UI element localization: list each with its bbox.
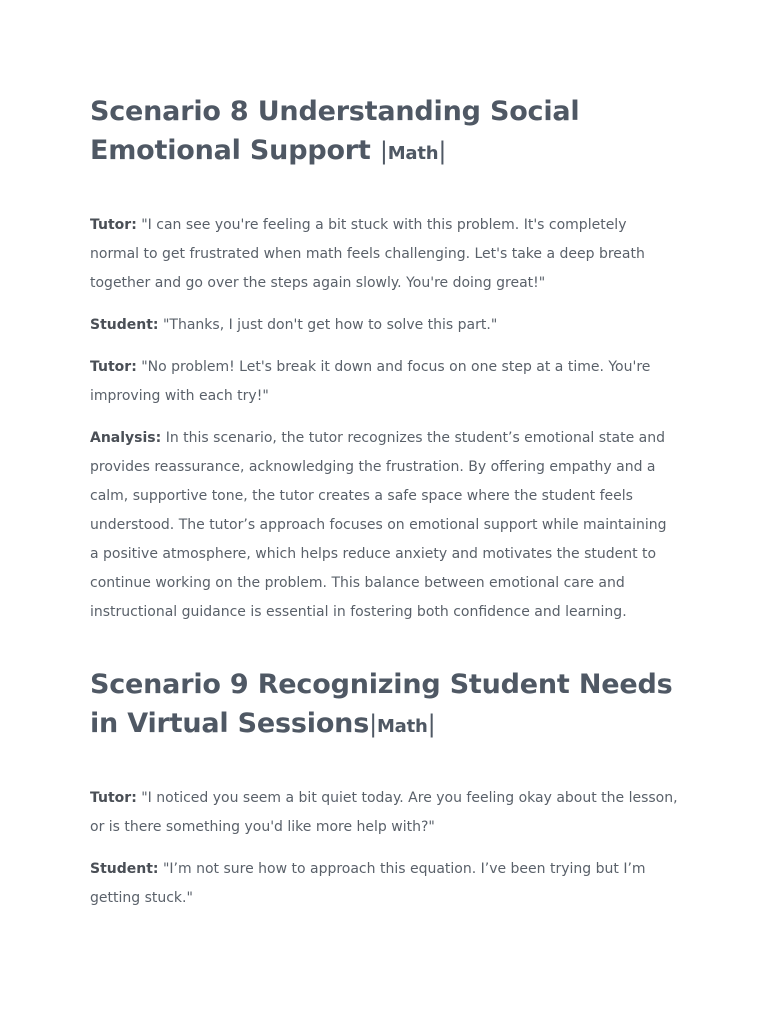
speaker-label: Tutor: bbox=[90, 359, 137, 375]
dialogue-line bbox=[90, 855, 678, 913]
dialogue-line bbox=[90, 784, 678, 842]
subject-tag: Math bbox=[376, 716, 428, 737]
analysis-text: In this scenario, the tutor recognizes the student’s emotional state and provides reassurance, acknowledging the frustration. By offering empathy and a calm, supportive tone, the tutor creates a safe space where the student feels understood. The tutor’s approach focuses on emotional support while maintaining a positive atmosphere, which helps reduce anxiety and motivates the student to continue working on the problem. This balance between emotional care and instructional guidance is essential in fostering both confidence and learning. bbox=[90, 430, 667, 620]
subject-bar-close: | bbox=[438, 137, 447, 165]
dialogue-text: "No problem! Let's break it down and focus on one step at a time. You're improving with each try!" bbox=[90, 359, 651, 404]
subject-bar-open: | bbox=[379, 137, 388, 165]
scenario-8-heading bbox=[90, 92, 678, 173]
dialogue-text: "I noticed you seem a bit quiet today. Are you feeling okay about the lesson, or is there something you'd like more help with?" bbox=[90, 790, 678, 835]
dialogue-text: "I’m not sure how to approach this equation. I’ve been trying but I’m getting stuck." bbox=[90, 861, 646, 906]
analysis-paragraph bbox=[90, 424, 678, 627]
speaker-label: Student: bbox=[90, 861, 159, 877]
scenario-9-title: Scenario 9 Recognizing Student Needs in Virtual Sessions bbox=[90, 669, 673, 739]
dialogue-line bbox=[90, 353, 678, 411]
subject-bar-open: | bbox=[369, 710, 377, 738]
dialogue-line bbox=[90, 311, 678, 340]
dialogue-text: "I can see you're feeling a bit stuck with this problem. It's completely normal to get frustrated when math feels challenging. Let's take a deep breath together and go over the steps again slowly. You're doing great!" bbox=[90, 217, 645, 291]
speaker-label: Tutor: bbox=[90, 790, 137, 806]
scenario-8-title: Scenario 8 Understanding Social Emotional Support bbox=[90, 96, 580, 166]
analysis-label: Analysis: bbox=[90, 430, 162, 446]
speaker-label: Tutor: bbox=[90, 217, 137, 233]
subject-tag: Math bbox=[387, 143, 439, 164]
subject-bar-close: | bbox=[427, 710, 436, 738]
dialogue-text: "Thanks, I just don't get how to solve this part." bbox=[158, 317, 498, 333]
dialogue-line bbox=[90, 211, 678, 298]
speaker-label: Student: bbox=[90, 317, 159, 333]
scenario-9-heading bbox=[90, 665, 678, 746]
